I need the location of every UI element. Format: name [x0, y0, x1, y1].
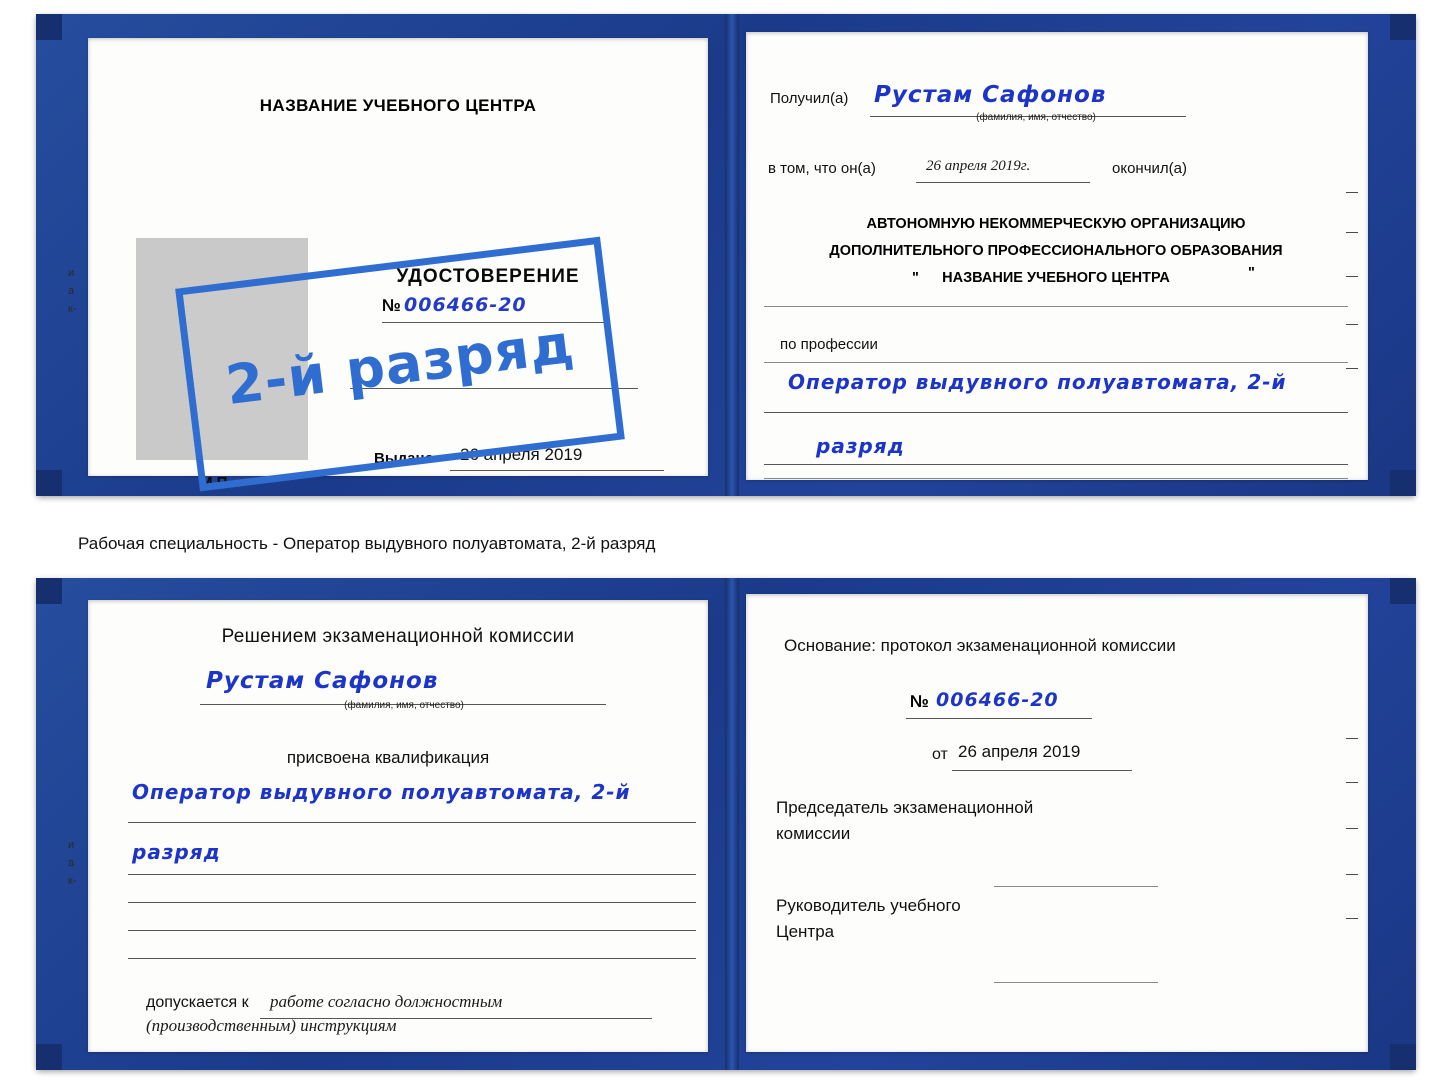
protocol-number-rule — [906, 718, 1092, 719]
org-quote-open: " — [912, 270, 919, 286]
certificate-number-symbol: № — [382, 296, 401, 315]
corner-fold-bottom-right — [1390, 470, 1416, 496]
issued-label: Выдано — [374, 450, 434, 467]
commission-name: Рустам Сафонов — [206, 668, 439, 694]
qualification-label: присвоена квалификация — [286, 748, 490, 767]
protocol-date-label: от — [932, 746, 948, 763]
finished-label: окончил(а) — [1112, 160, 1187, 177]
certificate-bottom-left-page — [88, 600, 708, 1052]
corner-fold-b-top-right — [1390, 578, 1416, 604]
issued-date: 26 апреля 2019 — [460, 445, 583, 464]
protocol-date-rule — [952, 770, 1132, 771]
rank-watermark-text: 2-й разряд — [222, 311, 578, 417]
head-line-1: Руководитель учебного — [776, 896, 961, 915]
chairman-line-2: комиссии — [776, 824, 851, 843]
received-label: Получил(а) — [770, 90, 849, 107]
admitted-line-2: (производственным) инструкциям — [146, 1016, 397, 1035]
commission-heading: Решением экзаменационной комиссии — [221, 626, 575, 647]
certificate-bottom — [36, 578, 1416, 1070]
corner-fold-b-top-left — [36, 578, 62, 604]
received-name: Рустам Сафонов — [874, 82, 1107, 108]
head-line-2: Центра — [776, 922, 835, 941]
corner-fold-top-left — [36, 14, 62, 40]
page-caption: Рабочая специальность - Оператор выдувного полуавтомата, 2-й разряд — [78, 534, 656, 553]
protocol-number-symbol: № — [910, 692, 929, 711]
received-name-hint: (фамилия, имя, отчество) — [976, 112, 1096, 123]
profession-line-1: Оператор выдувного полуавтомата, 2-й — [788, 370, 1287, 394]
head-sign-rule — [994, 982, 1158, 983]
protocol-number-value: 006466-20 — [936, 689, 1059, 711]
chairman-line-1: Председатель экзаменационной — [776, 798, 1034, 817]
corner-fold-b-bottom-right — [1390, 1044, 1416, 1070]
profession-label: по профессии — [780, 336, 878, 353]
book-spine-top — [725, 14, 739, 496]
about-date-rule — [916, 182, 1090, 183]
org-line-1: АВТОНОМНУЮ НЕКОММЕРЧЕСКУЮ ОРГАНИЗАЦИЮ — [866, 216, 1246, 232]
blank-rule-c — [128, 958, 696, 959]
issued-rule — [450, 470, 664, 471]
profession-rule-0 — [764, 362, 1348, 363]
about-date: 26 апреля 2019г. — [926, 158, 1031, 174]
qualification-line-1: Оператор выдувного полуавтомата, 2-й — [132, 780, 631, 804]
corner-fold-bottom-left — [36, 470, 62, 496]
org-name: НАЗВАНИЕ УЧЕБНОГО ЦЕНТРА — [942, 270, 1170, 286]
admitted-line-1: работе согласно должностным — [270, 992, 503, 1011]
protocol-date-value: 26 апреля 2019 — [958, 742, 1081, 761]
training-center-title: НАЗВАНИЕ УЧЕБНОГО ЦЕНТРА — [259, 96, 537, 115]
edge-text-bottom: и а к- — [68, 839, 77, 887]
commission-name-hint: (фамилия, имя, отчество) — [344, 700, 464, 711]
profession-rule-3 — [764, 478, 1348, 479]
certificate-title: УДОСТОВЕРЕНИЕ — [396, 266, 580, 287]
blank-rule-b — [128, 930, 696, 931]
certificate-top-right-page — [746, 32, 1368, 480]
org-line-2: ДОПОЛНИТЕЛЬНОГО ПРОФЕССИОНАЛЬНОГО ОБРАЗОВАНИЯ — [829, 243, 1283, 259]
blank-rule-a — [128, 902, 696, 903]
qualification-rule-1 — [128, 822, 696, 823]
basis-label: Основание: протокол экзаменационной комиссии — [784, 636, 1176, 655]
book-spine-bottom — [725, 578, 739, 1070]
admitted-label: допускается к — [146, 994, 249, 1011]
profession-rule-2 — [764, 464, 1348, 465]
qualification-line-2: разряд — [132, 840, 221, 864]
profession-line-2: разряд — [816, 434, 905, 458]
about-label: в том, что он(а) — [768, 160, 876, 177]
edge-text-top: и а к- — [68, 267, 77, 315]
certificate-bottom-right-page — [746, 594, 1368, 1052]
corner-fold-top-right — [1390, 14, 1416, 40]
certificate-number-value: 006466-20 — [404, 294, 527, 316]
profession-rule-1 — [764, 412, 1348, 413]
org-quote-close: " — [1248, 265, 1255, 281]
stamp-place-label: М.П. — [200, 474, 232, 491]
corner-fold-b-bottom-left — [36, 1044, 62, 1070]
